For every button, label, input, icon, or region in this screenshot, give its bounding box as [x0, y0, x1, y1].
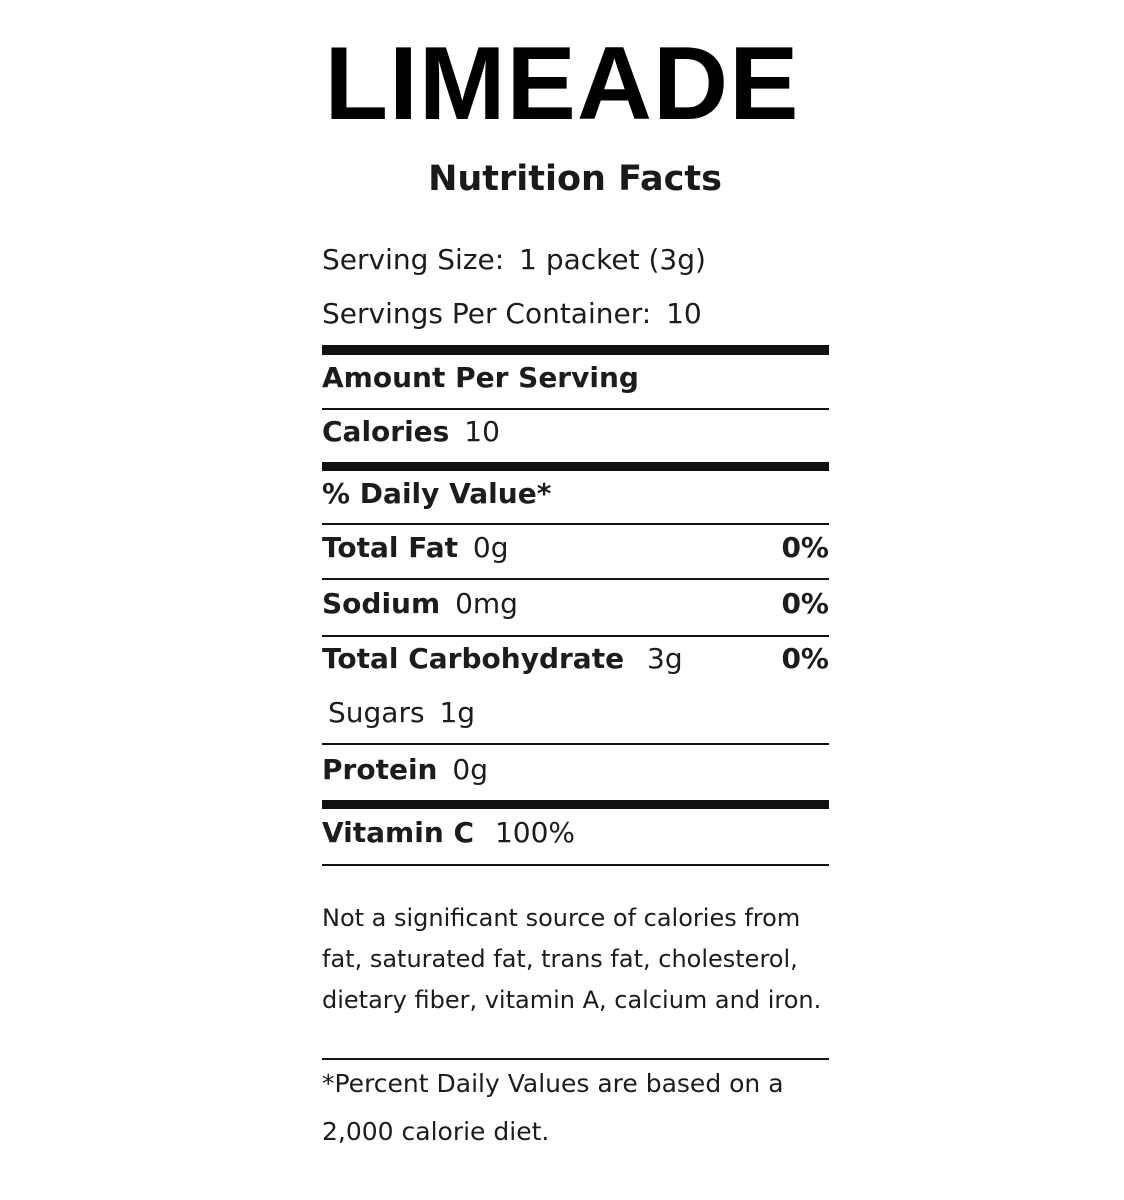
servings-per-container-row: [322, 294, 829, 334]
thin-divider: [322, 408, 829, 410]
total-carbohydrate-daily-value: 0%: [781, 642, 829, 675]
sugars-amount: 1g: [439, 696, 476, 729]
total-fat-amount: 0g: [472, 531, 509, 564]
total-fat-label: Total Fat: [322, 531, 459, 564]
total-carbohydrate-row: [322, 639, 829, 679]
thin-divider: [322, 864, 829, 866]
product-title: LIMEADE: [324, 26, 800, 142]
thin-divider: [322, 635, 829, 637]
protein-label: Protein: [322, 753, 438, 786]
calories-row: [322, 412, 829, 452]
protein-row: [322, 750, 829, 790]
nutrition-facts-heading: Nutrition Facts: [428, 159, 722, 199]
protein-amount: 0g: [452, 753, 488, 786]
thin-divider: [322, 578, 829, 580]
percent-note-line: *Percent Daily Values are based on a: [322, 1069, 784, 1098]
calories-label: Calories: [322, 415, 450, 448]
thick-divider: [322, 462, 829, 471]
serving-size-value: 1 packet (3g): [519, 243, 706, 276]
sodium-daily-value: 0%: [781, 587, 829, 620]
percent-note-line: 2,000 calorie diet.: [322, 1117, 550, 1146]
footnote-line: fat, saturated fat, trans fat, cholesterol,: [322, 945, 798, 973]
nutrient-source-footnote: [322, 898, 829, 1021]
footnote-line: dietary fiber, vitamin A, calcium and iron.: [322, 986, 822, 1014]
amount-per-serving-row: [322, 358, 829, 398]
footnote-line: Not a significant source of calories from: [322, 904, 801, 932]
total-fat-daily-value: 0%: [781, 531, 829, 564]
sodium-row: [322, 584, 829, 624]
thick-divider: [322, 800, 829, 809]
serving-size-label: Serving Size:: [322, 243, 505, 276]
percent-daily-value-note: [322, 1060, 829, 1156]
total-carbohydrate-amount: 3g: [647, 642, 683, 675]
daily-value-header: % Daily Value*: [322, 477, 552, 510]
total-carbohydrate-label: Total Carbohydrate: [322, 642, 625, 675]
calories-value: 10: [464, 415, 500, 448]
serving-size-row: [322, 240, 829, 280]
servings-per-container-value: 10: [666, 297, 702, 330]
vitamin-c-value: 100%: [494, 816, 576, 849]
vitamin-c-row: [322, 813, 829, 853]
vitamin-c-label: Vitamin C: [322, 816, 475, 849]
amount-per-serving-label: Amount Per Serving: [322, 361, 639, 394]
thin-divider: [322, 743, 829, 745]
sodium-amount: 0mg: [455, 587, 518, 620]
sugars-label: Sugars: [328, 696, 425, 729]
servings-per-container-label: Servings Per Container:: [322, 297, 652, 330]
total-fat-row: [322, 528, 829, 568]
thick-divider: [322, 345, 829, 355]
sugars-row: [328, 693, 835, 733]
daily-value-header-row: [322, 474, 829, 514]
thin-divider: [322, 523, 829, 525]
sodium-label: Sodium: [322, 587, 441, 620]
